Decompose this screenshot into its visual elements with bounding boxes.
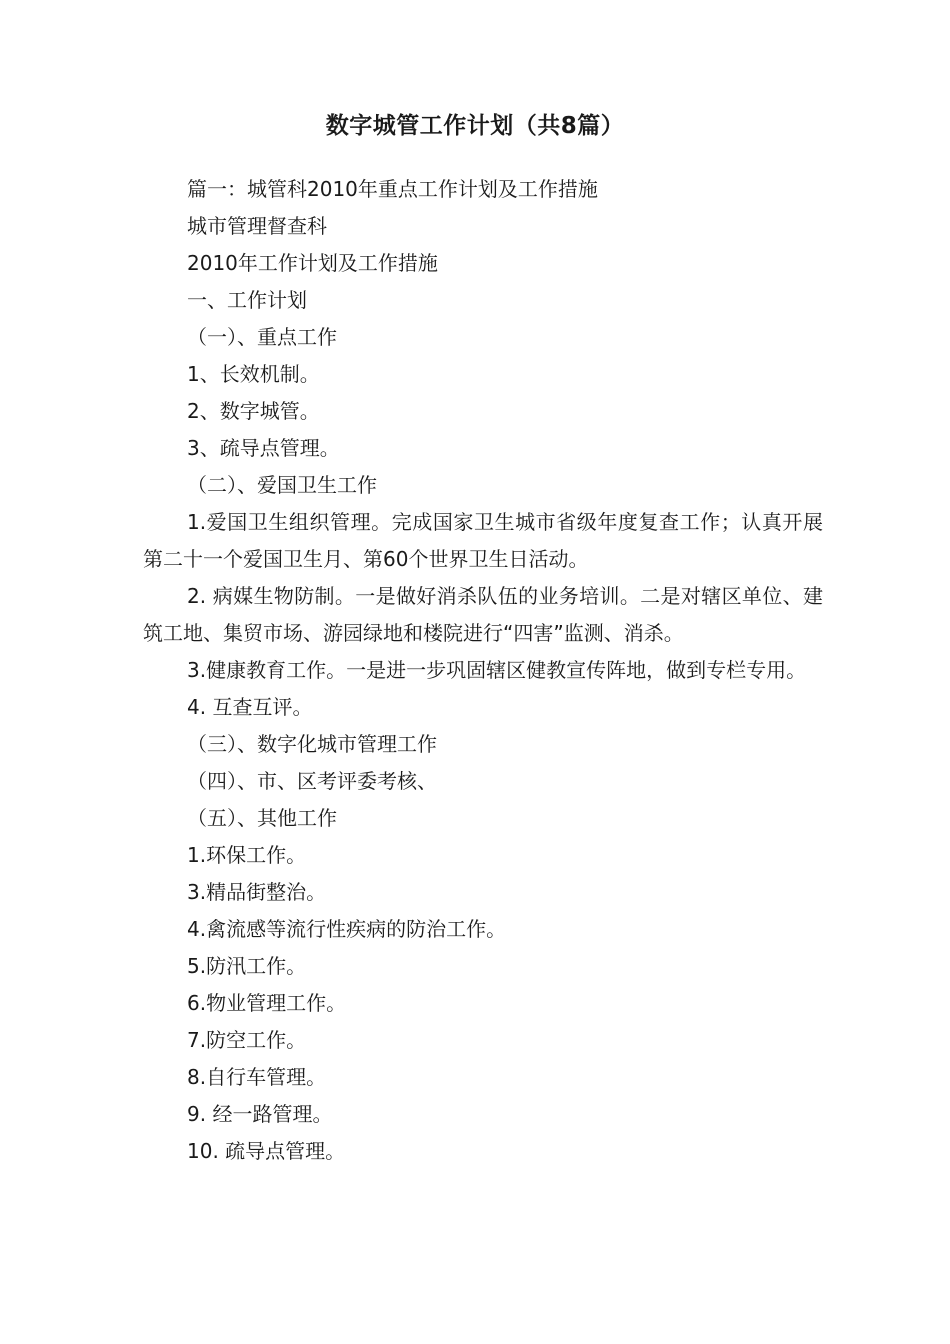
list-item: 1、长效机制。 bbox=[187, 362, 320, 386]
department-name: 城市管理督查科 bbox=[187, 214, 327, 238]
document-body bbox=[143, 171, 823, 1170]
heading-work-plan: 一、工作计划 bbox=[187, 288, 307, 312]
section-heading: 篇一：城管科2010年重点工作计划及工作措施 bbox=[187, 177, 598, 201]
list-item: 2、数字城管。 bbox=[187, 399, 320, 423]
subheading-other-work: （五）、其他工作 bbox=[187, 806, 337, 830]
list-item: 8.自行车管理。 bbox=[187, 1065, 327, 1089]
paragraph: 1.爱国卫生组织管理。完成国家卫生城市省级年度复查工作；认真开展第二十一个爱国卫生月、第60个世界卫生日活动。 bbox=[143, 510, 823, 571]
subheading-digital-management: （三）、数字化城市管理工作 bbox=[187, 732, 437, 756]
paragraph: 2. 病媒生物防制。一是做好消杀队伍的业务培训。二是对辖区单位、建筑工地、集贸市场、游园绿地和楼院进行“四害”监测、消杀。 bbox=[143, 584, 823, 645]
list-item: 10. 疏导点管理。 bbox=[187, 1139, 346, 1163]
list-item: 3、疏导点管理。 bbox=[187, 436, 340, 460]
paragraph: 3.健康教育工作。一是进一步巩固辖区健教宣传阵地，做到专栏专用。 bbox=[187, 658, 807, 682]
document-title: 数字城管工作计划（共8篇） bbox=[325, 113, 625, 139]
list-item: 7.防空工作。 bbox=[187, 1028, 307, 1052]
list-item: 5.防汛工作。 bbox=[187, 954, 307, 978]
list-item: 1.环保工作。 bbox=[187, 843, 307, 867]
subheading-assessment: （四）、市、区考评委考核、 bbox=[187, 769, 437, 793]
list-item: 9. 经一路管理。 bbox=[187, 1102, 333, 1126]
list-item: 3.精品街整治。 bbox=[187, 880, 327, 904]
list-item: 4. 互查互评。 bbox=[187, 695, 313, 719]
plan-subtitle: 2010年工作计划及工作措施 bbox=[187, 251, 438, 275]
subheading-patriotic-health: （二）、爱国卫生工作 bbox=[187, 473, 377, 497]
list-item: 6.物业管理工作。 bbox=[187, 991, 347, 1015]
subheading-key-work: （一）、重点工作 bbox=[187, 325, 337, 349]
list-item: 4.禽流感等流行性疾病的防治工作。 bbox=[187, 917, 507, 941]
